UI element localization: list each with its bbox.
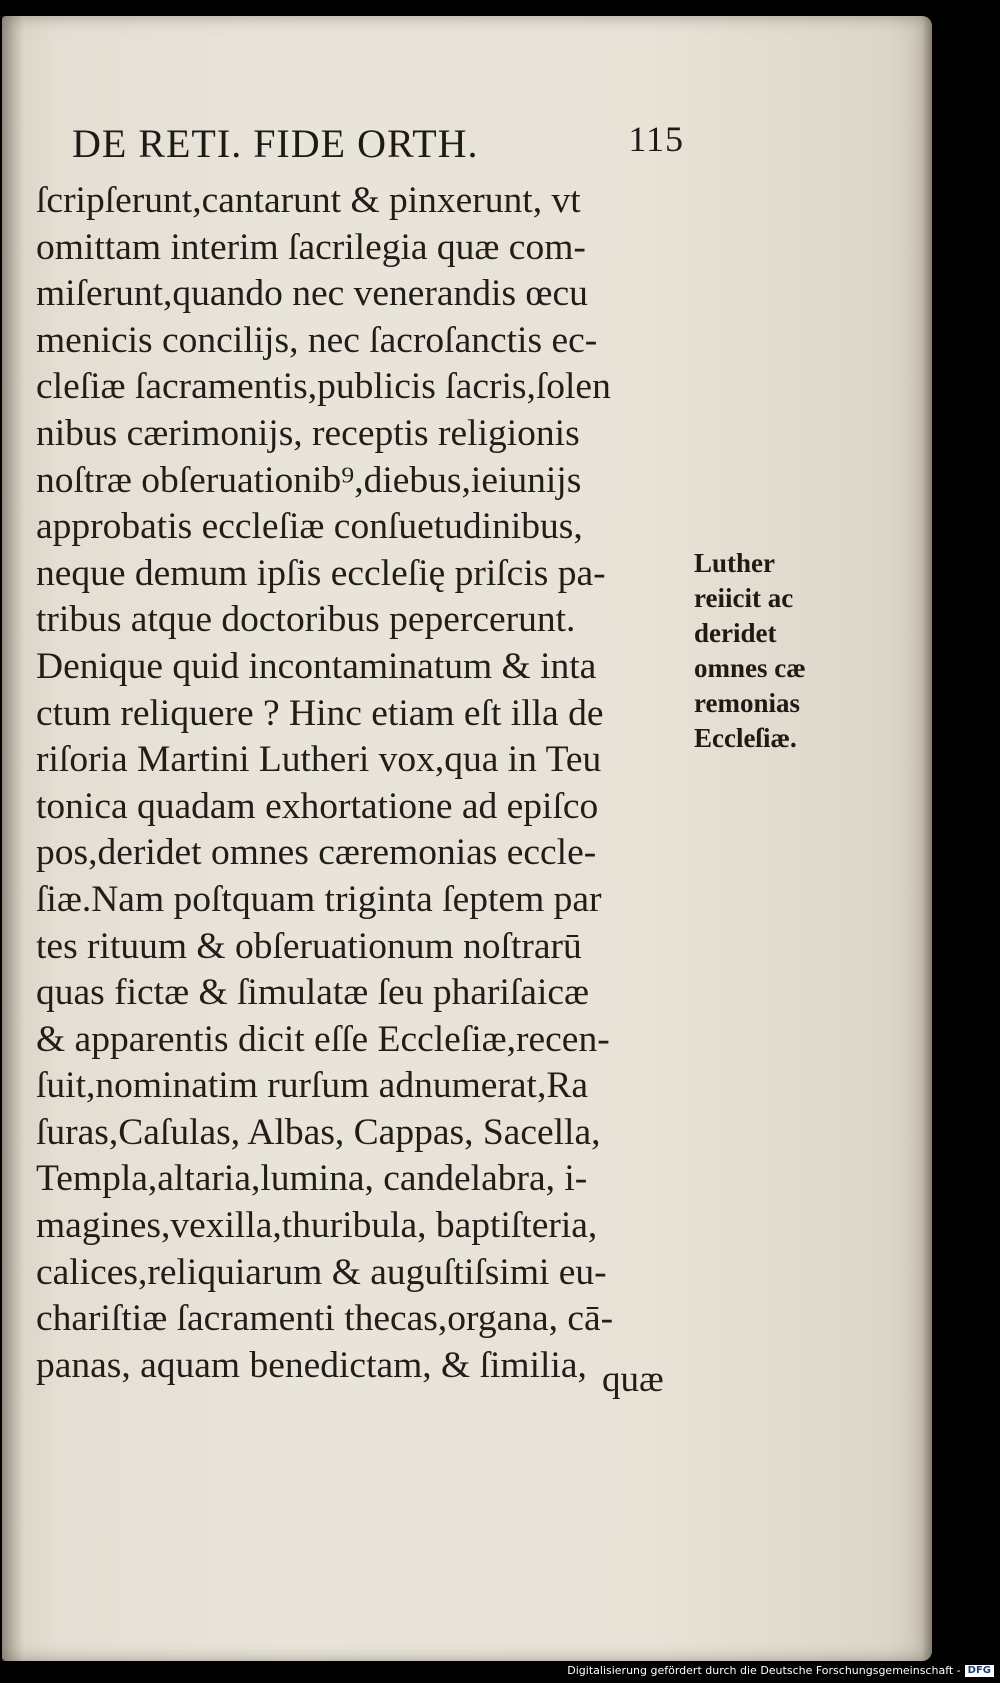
text-line: quas fictæ & ſimulatæ ſeu phariſaicæ bbox=[36, 972, 590, 1014]
text-line: tes rituum & obſeruationum noſtrarū bbox=[36, 925, 582, 967]
running-title: DE RETI. FIDE ORTH. bbox=[72, 121, 479, 166]
marginal-note-line: omnes cæ bbox=[694, 653, 806, 683]
text-line: riſoria Martini Lutheri vox,qua in Teu bbox=[36, 739, 602, 781]
text-line: tribus atque doctoribus pepercerunt. bbox=[36, 599, 576, 641]
text-line: noſtræ obſeruationib⁹,diebus,ieiunijs bbox=[36, 459, 582, 501]
text-line: ſcripſerunt,cantarunt & pinxerunt, vt bbox=[36, 180, 581, 221]
text-line: nibus cærimonijs, receptis religionis bbox=[36, 412, 580, 454]
page-number: 115 bbox=[628, 119, 684, 159]
text-line: ſiæ.Nam poſtquam triginta ſeptem par bbox=[36, 878, 602, 920]
text-line: ſuit,nominatim rurſum adnumerat,Ra bbox=[36, 1065, 588, 1107]
text-line: approbatis eccleſiæ conſuetudinibus, bbox=[36, 506, 583, 548]
text-line: pos,deridet omnes cæremonias eccle- bbox=[36, 832, 597, 874]
text-line: magines,vexilla,thuribula, baptiſteria, bbox=[36, 1205, 598, 1247]
marginal-note-line: remonias bbox=[694, 688, 800, 718]
text-line: tonica quadam exhortatione ad epiſco bbox=[36, 785, 599, 827]
marginal-note bbox=[694, 546, 864, 756]
text-line: calices,reliquiarum & auguſtiſsimi eu- bbox=[36, 1251, 607, 1293]
text-line: neque demum ipſis eccleſię priſcis pa- bbox=[36, 552, 606, 594]
text-line: cleſiæ ſacramentis,publicis ſacris,ſolen bbox=[36, 366, 611, 408]
text-line: menicis concilijs, nec ſacroſanctis ec- bbox=[36, 319, 598, 361]
text-line: miſerunt,quando nec venerandis œcu bbox=[36, 273, 588, 315]
catchword: quæ bbox=[602, 1359, 664, 1400]
text-line: Denique quid incontaminatum & inta bbox=[36, 645, 597, 687]
text-line: Templa,altaria,lumina, candelabra, i- bbox=[36, 1158, 588, 1200]
text-line: & apparentis dicit eſſe Eccleſiæ,recen- bbox=[36, 1018, 610, 1060]
page-header bbox=[72, 116, 684, 172]
book-page bbox=[2, 16, 932, 1661]
dfg-logo: DFG bbox=[965, 1665, 994, 1677]
marginal-note-line: deridet bbox=[694, 618, 777, 648]
marginal-note-line: Luther bbox=[694, 548, 775, 578]
text-line: chariſtiæ ſacramenti thecas,organa, cā- bbox=[36, 1298, 614, 1340]
credit-text: Digitalisierung gefördert durch die Deutsche Forschungsgemeinschaft - bbox=[567, 1664, 961, 1677]
digitization-credit bbox=[567, 1664, 994, 1677]
text-line: panas, aquam benedictam, & ſimilia, bbox=[36, 1344, 587, 1386]
page-edge bbox=[922, 16, 932, 1661]
text-line: ctum reliquere ? Hinc etiam eſt illa de bbox=[36, 692, 604, 734]
body-text bbox=[36, 178, 696, 1389]
text-line: omittam interim ſacrilegia quæ com- bbox=[36, 226, 586, 268]
marginal-note-line: reiicit ac bbox=[694, 583, 794, 613]
marginal-note-line: Eccleſiæ. bbox=[694, 723, 797, 753]
text-line: ſuras,Caſulas, Albas, Cappas, Sacella, bbox=[36, 1111, 601, 1153]
spine-shadow bbox=[2, 16, 24, 1661]
